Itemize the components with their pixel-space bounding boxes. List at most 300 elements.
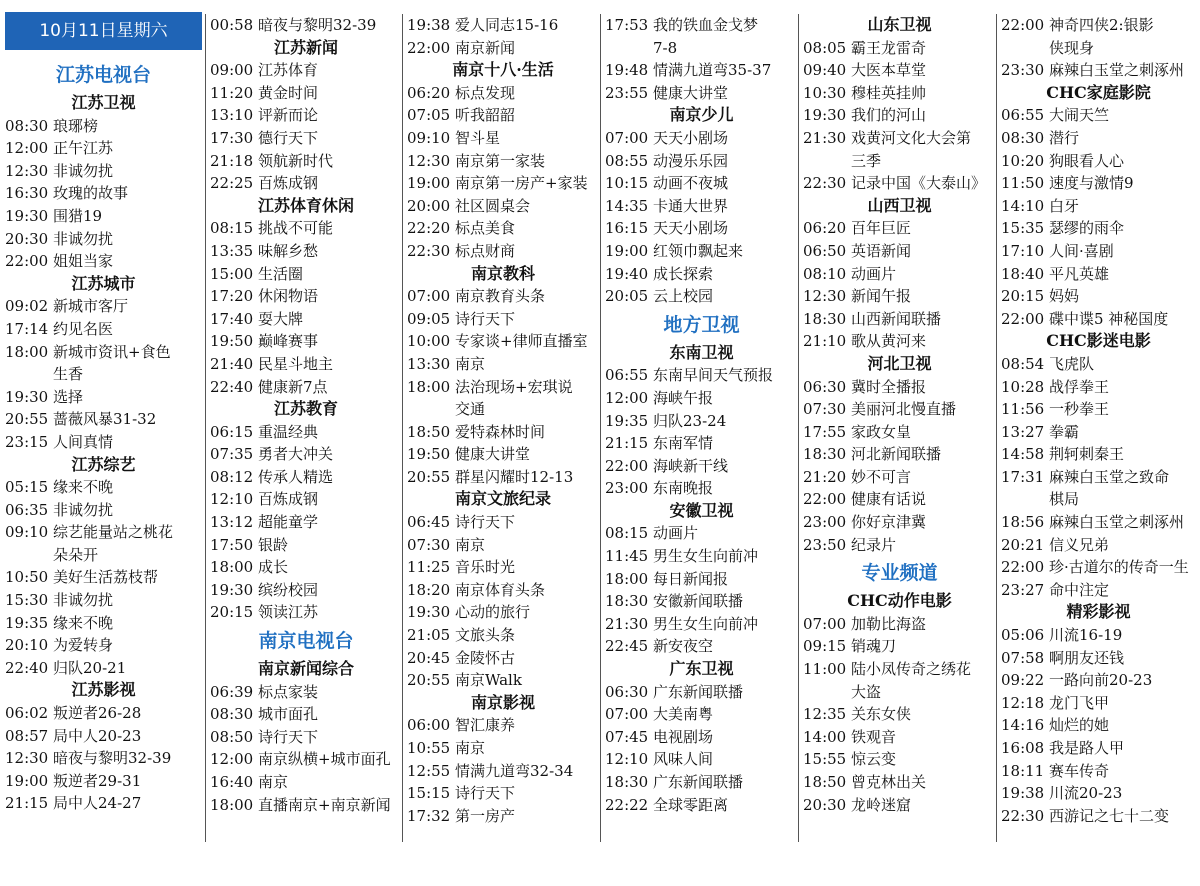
program-time: 17:30 — [210, 128, 254, 147]
program-row — [1001, 376, 1196, 399]
program-time: 19:40 — [605, 264, 649, 283]
program-row — [1001, 805, 1196, 828]
program-time: 22:40 — [5, 658, 49, 677]
program-row — [605, 410, 798, 433]
program-title: 法治现场+宏琪说 — [455, 377, 573, 396]
program-row — [5, 499, 202, 522]
program-time: 21:30 — [605, 614, 649, 633]
program-row — [605, 771, 798, 794]
program-title: 人间真情 — [53, 432, 114, 451]
channel-heading: CHC影迷电影 — [1046, 331, 1151, 351]
program-title: 休闲物语 — [258, 287, 319, 306]
program-time: 09:05 — [407, 309, 451, 328]
program-time: 20:15 — [1001, 287, 1045, 306]
section-heading: 南京电视台 — [258, 630, 354, 653]
program-title: 南京 — [258, 773, 289, 791]
program-row — [407, 127, 599, 150]
program-row — [407, 330, 599, 353]
section-heading: 地方卫视 — [663, 313, 740, 336]
program-time: 07:00 — [605, 128, 649, 147]
program-title: 非诚勿扰 — [53, 229, 114, 248]
program-row — [210, 703, 402, 726]
program-title: 成长探索 — [653, 264, 714, 283]
program-title: 非诚勿扰 — [53, 161, 114, 180]
program-time: 17:10 — [1001, 241, 1045, 260]
program-row — [5, 160, 202, 183]
program-time: 18:50 — [803, 773, 847, 791]
program-title: 标点美食 — [455, 219, 516, 238]
program-time: 19:48 — [605, 61, 649, 80]
program-title: 直播南京+南京新闻 — [258, 795, 391, 814]
program-row — [5, 566, 202, 589]
program-title: 动画片 — [653, 524, 699, 543]
program-row — [407, 511, 599, 534]
program-time: 18:40 — [1001, 264, 1045, 283]
program-time: 19:30 — [803, 106, 847, 125]
program-title: 龙岭迷窟 — [851, 795, 912, 814]
program-time: 09:15 — [803, 637, 847, 656]
program-row — [1001, 59, 1196, 82]
program-title: 南京纵横+城市面孔 — [258, 750, 391, 769]
program-time: 12:30 — [5, 161, 49, 180]
program-row — [1001, 421, 1196, 444]
program-title: 戏黄河文化大会第 — [851, 128, 972, 147]
program-row — [803, 726, 996, 749]
program-time: 09:10 — [407, 128, 451, 147]
program-row — [803, 240, 996, 263]
program-title: 群星闪耀时12-13 — [455, 467, 574, 486]
program-time: 18:11 — [1001, 761, 1045, 780]
program-row — [605, 217, 798, 240]
program-time: 14:16 — [1001, 716, 1045, 735]
program-title: 情满九道弯35-37 — [653, 61, 772, 80]
program-time: 06:20 — [803, 219, 847, 238]
program-title: 电视剧场 — [653, 727, 714, 746]
program-time: 23:55 — [605, 83, 649, 102]
program-title: 南京体育头条 — [455, 580, 546, 599]
program-time: 18:00 — [210, 795, 254, 814]
program-row — [210, 376, 402, 399]
program-row — [803, 127, 996, 150]
program-time: 08:30 — [210, 705, 254, 724]
program-row — [407, 104, 599, 127]
program-title: 非诚勿扰 — [53, 500, 114, 519]
program-row — [210, 353, 402, 376]
program-time: 07:00 — [803, 614, 847, 633]
program-title: 云上校园 — [653, 287, 714, 306]
program-title: 海峡新干线 — [653, 456, 729, 475]
program-time: 20:45 — [407, 648, 451, 667]
program-time: 06:55 — [605, 366, 649, 385]
program-time: 07:58 — [1001, 648, 1045, 667]
program-row — [407, 217, 599, 240]
program-title: 文旅头条 — [455, 626, 516, 645]
program-row — [803, 613, 996, 636]
program-row — [210, 308, 402, 331]
program-row — [5, 115, 202, 138]
program-row — [803, 330, 996, 353]
program-title: 超能童学 — [258, 513, 319, 532]
program-row — [5, 250, 202, 273]
program-time: 19:38 — [407, 16, 451, 34]
program-row — [1001, 263, 1196, 286]
program-title: 赛车传奇 — [1049, 761, 1110, 780]
program-title: 西游记之七十二变 — [1049, 806, 1170, 825]
program-title: 命中注定 — [1049, 580, 1110, 599]
program-title: 人间·喜剧 — [1049, 241, 1114, 260]
program-time: 12:55 — [407, 761, 451, 780]
program-title: 川流16-19 — [1049, 626, 1123, 645]
program-row — [5, 341, 202, 364]
program-time: 14:10 — [1001, 196, 1045, 215]
program-row — [803, 217, 996, 240]
channel-heading: 江苏卫视 — [71, 93, 136, 112]
program-title: 味解乡愁 — [258, 241, 319, 260]
program-title: 选择 — [53, 387, 84, 406]
program-row — [1001, 443, 1196, 466]
program-title: 歌从黄河来 — [851, 332, 927, 351]
program-title: 南京第一家装 — [455, 151, 546, 170]
program-row — [605, 455, 798, 478]
program-title: 英语新闻 — [851, 241, 912, 260]
program-time: 14:58 — [1001, 445, 1045, 464]
program-title: 诗行天下 — [258, 727, 319, 746]
program-row — [210, 681, 402, 704]
program-title: 挑战不可能 — [258, 219, 334, 238]
program-title-continuation: 大盗 — [851, 682, 882, 701]
program-row — [605, 432, 798, 455]
program-time: 20:21 — [1001, 535, 1045, 554]
program-row — [5, 612, 202, 635]
program-time: 19:00 — [407, 174, 451, 193]
program-title: 妈妈 — [1049, 287, 1080, 306]
program-title: 南京 — [455, 739, 486, 757]
channel-heading: 江苏新闻 — [273, 37, 338, 57]
program-time: 22:00 — [407, 38, 451, 57]
program-time: 21:10 — [803, 332, 847, 351]
program-title: 大医本草堂 — [851, 61, 927, 80]
program-row — [803, 263, 996, 286]
program-time: 05:15 — [5, 478, 49, 497]
program-row — [1001, 240, 1196, 263]
program-row — [1001, 104, 1196, 127]
program-title: 蔷薇风暴31-32 — [53, 410, 157, 429]
program-row — [1001, 669, 1196, 692]
program-title: 潜行 — [1049, 128, 1080, 147]
section-heading: 江苏电视台 — [55, 64, 151, 86]
program-title: 全球零距离 — [653, 795, 729, 814]
program-title: 每日新闻报 — [653, 569, 729, 588]
program-row — [407, 308, 599, 331]
channel-heading: 山西卫视 — [867, 195, 932, 215]
program-row — [407, 624, 599, 647]
program-time: 10:30 — [803, 83, 847, 102]
program-title: 陆小凤传奇之绣花 — [851, 660, 972, 679]
program-title: 美丽河北慢直播 — [851, 400, 957, 419]
program-time: 08:30 — [1001, 128, 1045, 147]
program-title: 智斗星 — [455, 128, 501, 147]
channel-heading: 江苏综艺 — [71, 454, 136, 474]
program-title: 暗夜与黎明32-39 — [258, 16, 377, 34]
program-time: 17:31 — [1001, 467, 1045, 486]
program-row — [407, 37, 599, 60]
program-row — [803, 59, 996, 82]
program-time: 08:10 — [803, 264, 847, 283]
program-time: 12:30 — [5, 749, 49, 768]
program-time: 21:15 — [5, 794, 49, 813]
program-row — [605, 195, 798, 218]
program-row — [1001, 172, 1196, 195]
program-row — [210, 104, 402, 127]
program-title: 河北新闻联播 — [851, 445, 942, 464]
program-row — [605, 14, 798, 37]
program-title: 速度与激情9 — [1049, 174, 1134, 193]
program-title: 银龄 — [258, 535, 289, 554]
program-row — [803, 534, 996, 557]
program-row — [407, 556, 599, 579]
program-row — [803, 104, 996, 127]
program-row — [803, 511, 996, 534]
channel-heading: 南京影视 — [470, 692, 535, 712]
program-row — [5, 792, 202, 815]
program-row — [407, 285, 599, 308]
program-title: 音乐时光 — [455, 558, 516, 577]
program-title: 城市面孔 — [258, 705, 319, 724]
program-time: 22:00 — [1001, 558, 1045, 577]
program-row — [803, 172, 996, 195]
program-time: 18:00 — [605, 569, 649, 588]
program-title: 姐姐当家 — [53, 252, 114, 271]
program-time: 19:30 — [407, 603, 451, 622]
program-time: 09:40 — [803, 61, 847, 80]
program-time: 18:00 — [210, 558, 254, 577]
program-time: 07:00 — [605, 705, 649, 724]
program-time: 22:00 — [1001, 309, 1045, 328]
program-time: 08:55 — [605, 151, 649, 170]
program-row — [5, 476, 202, 499]
program-row — [1001, 398, 1196, 421]
program-title: 东南晚报 — [653, 479, 714, 498]
program-title: 天天小剧场 — [653, 128, 729, 147]
program-row — [407, 737, 599, 760]
program-row — [605, 285, 798, 308]
program-time: 08:57 — [5, 726, 49, 745]
program-time: 15:55 — [803, 750, 847, 769]
program-row — [407, 376, 599, 399]
program-title: 诗行天下 — [455, 784, 516, 803]
channel-heading: 南京文旅纪录 — [454, 489, 551, 509]
program-row — [210, 556, 402, 579]
program-row — [210, 511, 402, 534]
program-title: 南京 — [455, 535, 486, 554]
program-time: 17:40 — [210, 309, 254, 328]
program-row — [803, 285, 996, 308]
program-row — [5, 408, 202, 431]
program-title: 德行天下 — [258, 128, 319, 147]
program-title: 大闹天竺 — [1049, 106, 1110, 125]
program-time: 18:56 — [1001, 513, 1045, 532]
program-time: 16:15 — [605, 219, 649, 238]
program-row — [803, 748, 996, 771]
program-row — [1001, 127, 1196, 150]
program-title: 穆桂英挂帅 — [851, 83, 927, 102]
program-row — [407, 805, 599, 828]
program-title: 健康大讲堂 — [455, 445, 531, 464]
program-title: 琅琊榜 — [53, 116, 99, 135]
program-row — [605, 726, 798, 749]
program-row — [407, 240, 599, 263]
program-time: 07:30 — [803, 400, 847, 419]
section-heading: 专业频道 — [861, 562, 938, 585]
program-time: 10:28 — [1001, 377, 1045, 396]
program-row — [5, 747, 202, 770]
program-time: 17:32 — [407, 806, 451, 825]
program-time: 11:50 — [1001, 174, 1045, 193]
program-row — [210, 240, 402, 263]
program-row — [1001, 556, 1196, 579]
program-row — [605, 150, 798, 173]
program-time: 08:54 — [1001, 354, 1045, 373]
program-title: 百炼成钢 — [258, 490, 319, 509]
program-row — [605, 794, 798, 817]
program-time: 09:10 — [5, 523, 49, 542]
channel-heading: 南京新闻综合 — [257, 659, 354, 679]
program-title: 新安夜空 — [653, 637, 714, 656]
program-title: 狗眼看人心 — [1049, 151, 1125, 170]
program-title: 美好生活荔枝帮 — [53, 568, 159, 587]
program-time: 22:00 — [803, 490, 847, 509]
program-time: 12:10 — [210, 490, 254, 509]
program-time: 13:27 — [1001, 422, 1045, 441]
program-time: 15:00 — [210, 264, 254, 283]
program-title: 成长 — [258, 558, 289, 577]
program-title: 民星斗地主 — [258, 354, 334, 373]
program-time: 08:15 — [605, 524, 649, 543]
program-time: 05:06 — [1001, 626, 1045, 645]
program-time: 06:39 — [210, 682, 254, 701]
program-row — [5, 137, 202, 160]
program-time: 00:58 — [210, 16, 254, 34]
program-row — [605, 568, 798, 591]
program-title: 诗行天下 — [455, 309, 516, 328]
program-time: 12:30 — [407, 151, 451, 170]
program-title: 瑟缪的雨伞 — [1049, 219, 1125, 238]
program-time: 15:30 — [5, 591, 49, 610]
program-time: 21:18 — [210, 151, 254, 170]
program-title: 领航新时代 — [258, 151, 334, 170]
program-time: 06:30 — [803, 377, 847, 396]
program-title: 黄金时间 — [258, 83, 319, 102]
program-time: 20:05 — [605, 287, 649, 306]
program-title: 一路向前20-23 — [1049, 671, 1153, 690]
program-time: 23:00 — [605, 479, 649, 498]
program-time: 17:55 — [803, 422, 847, 441]
program-row — [5, 318, 202, 341]
program-row — [803, 771, 996, 794]
program-row — [407, 150, 599, 173]
program-title-continuation: 交通 — [455, 400, 486, 419]
program-title: 一秒拳王 — [1049, 400, 1110, 419]
program-row — [210, 263, 402, 286]
channel-heading: 山东卫视 — [867, 15, 932, 34]
program-title: 碟中谍5 神秘国度 — [1049, 309, 1169, 328]
program-row — [5, 770, 202, 793]
program-time: 22:00 — [605, 456, 649, 475]
program-title: 围猎19 — [53, 206, 103, 225]
program-title: 局中人24-27 — [53, 794, 142, 813]
program-title: 荆轲刺秦王 — [1049, 445, 1125, 464]
program-title: 南京Walk — [455, 671, 522, 690]
program-time: 19:00 — [605, 241, 649, 260]
program-row — [605, 364, 798, 387]
program-row — [605, 172, 798, 195]
program-row — [407, 760, 599, 783]
program-title: 正午江苏 — [53, 139, 114, 158]
program-time: 22:00 — [1001, 16, 1045, 34]
program-title: 缘来不晚 — [53, 478, 114, 497]
program-time: 13:12 — [210, 513, 254, 532]
channel-heading: 河北卫视 — [867, 353, 932, 373]
program-time: 21:20 — [803, 467, 847, 486]
program-title: 海峡午报 — [653, 388, 714, 407]
program-time: 22:22 — [605, 795, 649, 814]
program-time: 06:20 — [407, 83, 451, 102]
program-time: 12:10 — [605, 750, 649, 769]
program-row — [803, 421, 996, 444]
channel-heading: 江苏体育休闲 — [257, 195, 354, 215]
program-row — [407, 353, 599, 376]
program-title: 广东新闻联播 — [653, 773, 744, 791]
program-time: 08:15 — [210, 219, 254, 238]
program-time: 06:45 — [407, 513, 451, 532]
program-title-continuation: 三季 — [851, 151, 882, 170]
program-row — [1001, 647, 1196, 670]
program-title: 缤纷校园 — [258, 580, 319, 599]
program-row — [5, 228, 202, 251]
program-title: 战俘拳王 — [1049, 377, 1110, 396]
program-time: 22:20 — [407, 219, 451, 238]
program-title: 新城市资讯+食色 — [53, 342, 171, 361]
program-time: 06:00 — [407, 716, 451, 735]
program-title: 大美南粤 — [653, 705, 714, 724]
program-time: 15:15 — [407, 784, 451, 803]
program-row — [407, 669, 599, 692]
program-title: 百炼成钢 — [258, 174, 319, 193]
program-title: 局中人20-23 — [53, 726, 142, 745]
program-time: 11:20 — [210, 83, 254, 102]
program-row — [210, 601, 402, 624]
program-time: 19:38 — [1001, 784, 1045, 803]
program-row — [803, 376, 996, 399]
program-row — [605, 590, 798, 613]
program-time: 12:30 — [803, 287, 847, 306]
program-title: 东南早间天气预报 — [653, 366, 774, 385]
program-row — [605, 748, 798, 771]
program-time: 22:30 — [1001, 806, 1045, 825]
program-title: 叛逆者26-28 — [53, 704, 142, 723]
program-title: 评新而论 — [258, 106, 319, 125]
program-title: 川流20-23 — [1049, 784, 1123, 803]
listing-column-2 — [205, 14, 402, 842]
program-time: 20:00 — [407, 196, 451, 215]
program-title: 平凡英雄 — [1049, 264, 1110, 283]
program-title: 约见名医 — [53, 319, 114, 338]
program-row — [407, 195, 599, 218]
program-time: 13:30 — [407, 354, 451, 373]
program-row — [210, 172, 402, 195]
program-time: 22:00 — [5, 252, 49, 271]
channel-heading: 南京教科 — [470, 263, 535, 283]
